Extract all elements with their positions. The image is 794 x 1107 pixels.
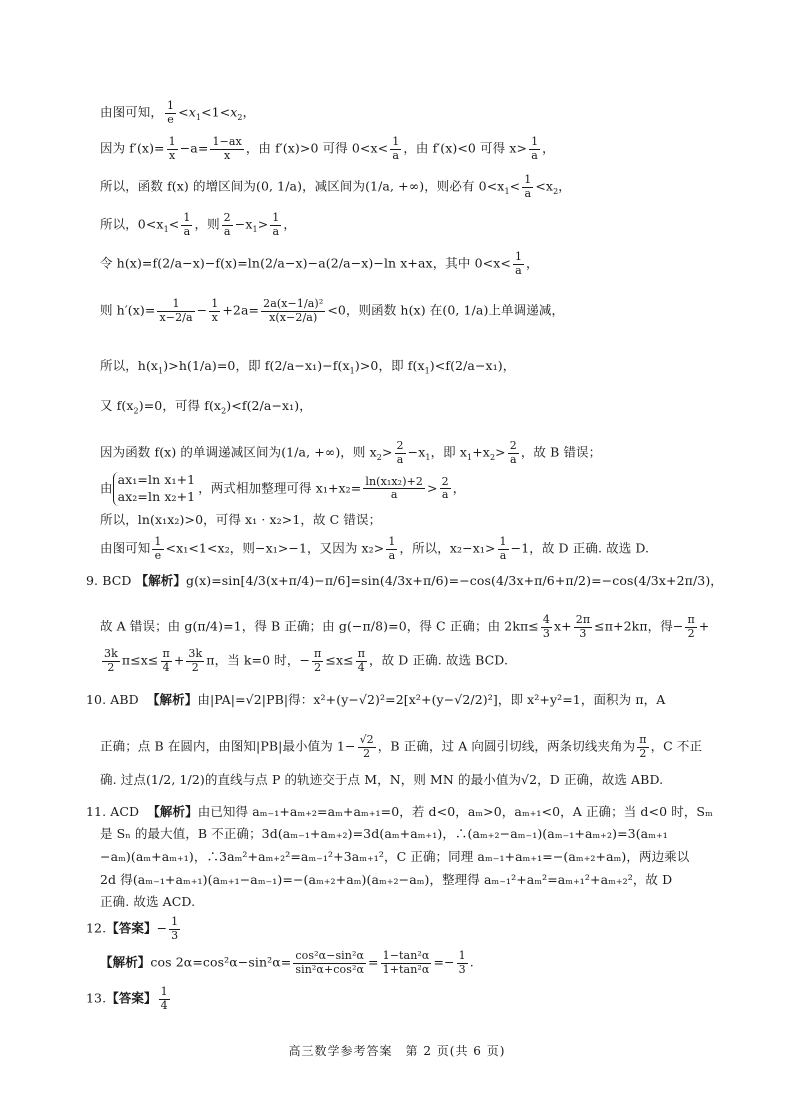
- fraction-pi-2: $\frac{\pi}{2}$: [687, 613, 695, 640]
- fraction-cos-sin: $\frac{\text{cos²α−sin²α}}{\text{sin²α+cos²α}}$: [295, 949, 365, 976]
- q11-line-2: 是 Sₙ 的最大值，B 不正确；3d(aₘ₋₁+aₘ₊₂)=3d(aₘ+aₘ₊₁)，∴(aₘ₊₂−aₘ₋₁)(aₘ₋₁+aₘ₊₂)=3(aₘ₊₁: [100, 826, 668, 841]
- line-8: 又 $f(x_2)=0$，可得 $f(x_2)<f(2/a-x_1)$，: [100, 398, 312, 416]
- fraction-1-a: $\frac{1}{a}$: [388, 535, 396, 562]
- fraction-2-a: $\frac{2}{a}$: [223, 211, 231, 238]
- line-1: 由图可知， $\frac{1}{e}$ $<x_1<1<x_2$，: [100, 99, 256, 126]
- fraction-3k-2: $\frac{3k}{2}$: [188, 647, 203, 674]
- fraction-1-a: $\frac{1}{a}$: [499, 535, 507, 562]
- fraction-sqrt2-2: $\frac{√2}{2}$: [359, 733, 374, 760]
- fraction-1-a: $\frac{1}{a}$: [272, 211, 280, 238]
- line-11: 所以，ln(x₁x₂)>0，可得 x₁ · x₂>1，故 C 错误；: [100, 512, 382, 527]
- fraction-pi-2: $\frac{\pi}{2}$: [314, 647, 322, 674]
- fraction-1-ax-x: $\frac{1-ax}{x}$: [212, 135, 242, 162]
- page-footer: 高三数学参考答案 第 2 页(共 6 页): [288, 1044, 506, 1058]
- fraction-1-x: $\frac{1}{x}$: [211, 297, 219, 324]
- line-5: 令 h(x)=f(2/a−x)−f(x)=ln(2/a−x)−a(2/a−x)−ln x+ax，其中 0<x< $\frac{1}{a}$ ，: [100, 250, 539, 277]
- equation-system: ax₁=ln x₁+1 ax₂=ln x₂+1: [113, 472, 199, 506]
- fraction-2-a: $\frac{2}{a}$: [396, 439, 404, 466]
- fraction-pi-4: $\frac{\pi}{4}$: [357, 647, 366, 674]
- fraction-1-a: $\frac{1}{a}$: [183, 211, 191, 238]
- line-6: 则 h′(x)= $\frac{1}{x-2/a}$ − $\frac{1}{x}$ +2a= $\frac{\text{2a(x−1/a)²}}{x(x-2/a)}$ <0，则函数 h(x) 在(0, 1/a)上单调递减，: [100, 297, 565, 324]
- fraction-2-a: $\frac{2}{a}$: [441, 474, 449, 502]
- q11-line-4: 2d 得(aₘ₋₁+aₘ₊₁)(aₘ₊₁−aₘ₋₁)=−(aₘ₊₂+aₘ)(aₘ₊₂−aₘ)，整理得 aₘ₋₁²+aₘ²=aₘ₊₁²+aₘ₊₂²，故 D: [100, 872, 673, 887]
- line-3: 所以，函数 f(x) 的增区间为(0, 1/a)，减区间为(1/a, +∞)，则必有 $0<x_1<$ $\frac{1}{a}$ $<x_2$，: [100, 173, 571, 200]
- line-7: 所以，$h(x_1)>h(1/a)=0$，即 $f(2/a-x_1)-f(x_1)>0$，即 $f(x_1)<f(2/a-x_1)$，: [100, 358, 516, 376]
- fraction-1-a: $\frac{1}{a}$: [392, 135, 400, 162]
- q10-number: 10. ABD: [86, 692, 139, 707]
- fraction-ln-a: $\frac{\text{ln(x₁x₂)+2}}{a}$: [365, 474, 424, 502]
- fraction-2pi-3: $\frac{2\pi}{3}$: [575, 613, 591, 640]
- q11-number: 11. ACD: [86, 804, 140, 819]
- fraction-pi-4: $\frac{\pi}{4}$: [162, 647, 170, 674]
- fraction-1-x: $\frac{1}{x}$: [168, 135, 176, 162]
- fraction-2-a: $\frac{2}{a}$: [509, 439, 517, 466]
- q10-line-2: 正确；点 B 在圆内，由图知|PB|最小值为 1− $\frac{√2}{2}$ ，B 正确，过 A 向圆引切线，两条切线夹角为 $\frac{\pi}{2}$ ，C 不正: [100, 733, 703, 760]
- fraction-1-4: $\frac{1}{4}$: [160, 985, 168, 1012]
- q11-line-5: 正确. 故选 ACD.: [100, 894, 196, 909]
- line-2: 因为 f′(x)= $\frac{1}{x}$ −a= $\frac{1-ax}{x}$ ，由 f′(x)>0 可得 0<x< $\frac{1}{a}$ ，由 f′(x)<0 可得 x> $\frac{1}{a}$ ，: [100, 135, 555, 162]
- fraction-4-3: $\frac{4}{3}$: [542, 613, 550, 640]
- line-4: 所以，$0<x_1<$ $\frac{1}{a}$ ，则 $\frac{2}{a}$ $-x_1>$ $\frac{1}{a}$ ，: [100, 211, 297, 238]
- fraction-tan: $\frac{\text{1−tan²α}}{\text{1+tan²α}}$: [382, 949, 430, 976]
- q10-line-3: 确. 过点(1/2, 1/2)的直线与点 P 的轨迹交于点 M，N，则 MN 的最小值为√2，D 正确，故选 ABD.: [100, 772, 664, 787]
- fraction-1-a: $\frac{1}{a}$: [524, 173, 532, 200]
- q12-number: 12.: [86, 920, 107, 936]
- q9-line-1: 9. BCD 【解析】g(x)=sin[4/3(x+π/4)−π/6]=sin(4/3x+π/6)=−cos(4/3x+π/6+π/2)=−cos(4/3x+2π/3)，: [86, 573, 723, 588]
- q9-line-2: 故 A 错误；由 g(π/4)=1，得 B 正确；由 g(−π/8)=0，得 C 正确；由 2kπ≤ $\frac{4}{3}$ x+ $\frac{2\pi}{3}$ ≤π+2kπ，得− $\frac{\pi}{2}$ +: [100, 613, 710, 640]
- fraction-3k-2: $\frac{3k}{2}$: [104, 647, 118, 674]
- q11-line-3: −aₘ)(aₘ+aₘ₊₁)，∴3aₘ²+aₘ₊₂²=aₘ₋₁²+3aₘ₊₁²，C 正确；同理 aₘ₋₁+aₘ₊₁=−(aₘ₊₂+aₘ)，两边乘以: [100, 849, 690, 864]
- fraction-pi-2: $\frac{\pi}{2}$: [639, 733, 647, 760]
- q12-solution-line: 【解析】cos 2α=cos²α−sin²α= $\frac{\text{cos²α−sin²α}}{\text{sin²α+cos²α}}$ = $\frac{\text{1−tan²α}}{\text{1+tan²α}}$ =− $\frac{1}{3}$ .: [100, 949, 474, 976]
- fraction-1-e: $\frac{1}{e}$: [154, 535, 162, 562]
- line-9: 因为函数 f(x) 的单调递减区间为(1/a, +∞)，则 $x_2>$ $\frac{2}{a}$ $-x_1$，即 $x_1+x_2>$ $\frac{2}{a}$ ，故 B 错误；: [100, 439, 602, 466]
- q9-number: 9. BCD: [86, 573, 132, 588]
- q13-number: 13.: [86, 990, 107, 1006]
- q11-line-1: 11. ACD 【解析】由已知得 aₘ₋₁+aₘ₊₂=aₘ+aₘ₊₁=0，若 d<0，aₘ>0，aₘ₊₁<0，A 正确；当 d<0 时，Sₘ: [86, 804, 713, 819]
- q9-line-3: $\frac{3k}{2}$ π≤x≤ $\frac{\pi}{4}$ + $\frac{3k}{2}$ π，当 k=0 时，− $\frac{\pi}{2}$ ≤x≤ $\frac{\pi}{4}$ ，故 D 正确. 故选 BCD.: [104, 647, 509, 674]
- fraction-1-3: $\frac{1}{3}$: [171, 915, 179, 942]
- fraction-1-3: $\frac{1}{3}$: [458, 949, 466, 976]
- q13-answer-line: 13.【答案】 $\frac{1}{4}$: [86, 985, 168, 1012]
- line-10: 由 ax₁=ln x₁+1 ax₂=ln x₂+1 ，两式相加整理可得 x₁+x₂= $\frac{\text{ln(x₁x₂)+2}}{a}$ > $\frac{2}{a}$ ，: [100, 472, 466, 504]
- fraction-1-x-2a: $\frac{1}{x-2/a}$: [159, 297, 193, 324]
- q10-line-1: 10. ABD 【解析】由|PA|=√2|PB|得：x²+(y−√2)²=2[x²+(y−√2/2)²]，即 x²+y²=1，面积为 π，A: [86, 692, 666, 707]
- fraction-h-prime: $\frac{\text{2a(x−1/a)²}}{x(x-2/a)}$: [263, 297, 324, 324]
- line-12: 由图可知 $\frac{1}{e}$ <x₁<1<x₂，则−x₁>−1，又因为 x₂> $\frac{1}{a}$ ，所以，x₂−x₁> $\frac{1}{a}$ −1，故 D 正确. 故选 D.: [100, 535, 650, 562]
- fraction-1-a: $\frac{1}{a}$: [514, 250, 523, 277]
- fraction-1-a: $\frac{1}{a}$: [531, 135, 539, 162]
- q12-answer-line: 12.【答案】− $\frac{1}{3}$: [86, 915, 179, 942]
- fraction-1-e: $\frac{1}{e}$: [167, 99, 175, 126]
